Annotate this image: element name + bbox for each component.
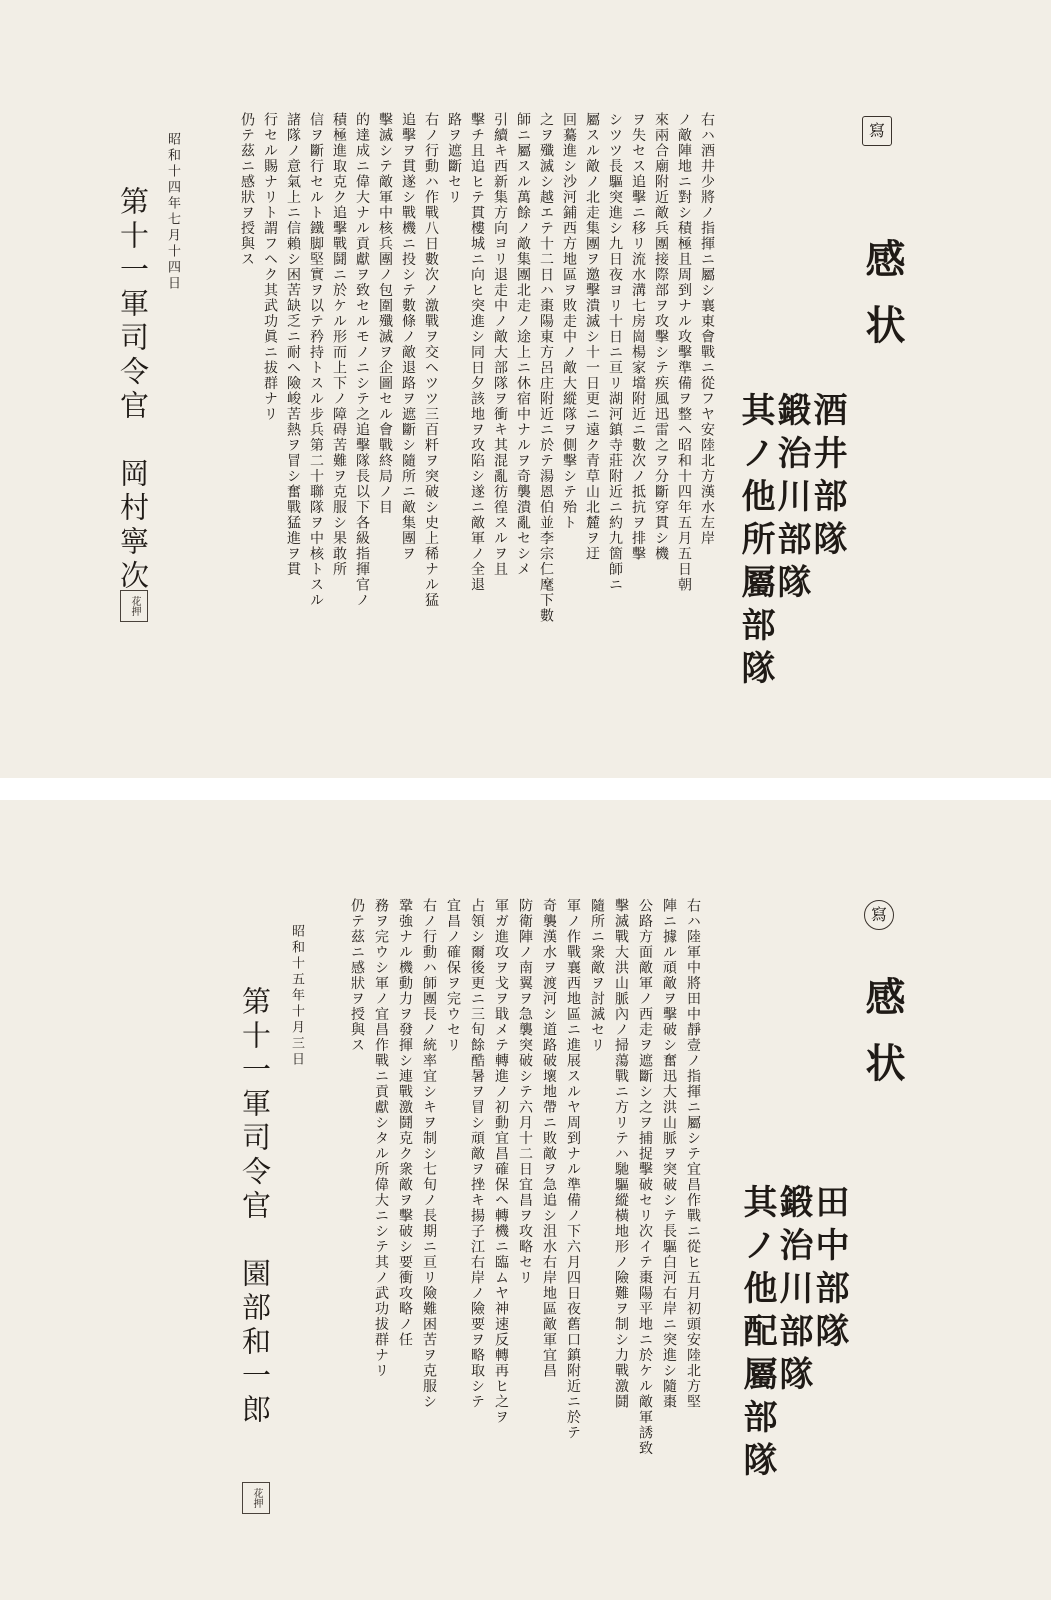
body-line: 鞏強ナル機動力ヲ發揮シ連戰激鬪克ク衆敵ヲ擊破シ要衝攻略ノ任 [397, 898, 413, 1348]
recipient-unit: 其ノ他配屬部隊 [737, 1184, 777, 1485]
body-line: 陣ニ據ル頑敵ヲ擊破シ奮迅大洪山脈ヲ突破シテ長驅白河右岸ニ突進シ隨棗 [661, 898, 677, 1410]
body-line: 奇襲漢水ヲ渡河シ道路破壞地帶ニ敗敵ヲ急追シ沮水右岸地區敵軍宜昌 [541, 898, 557, 1379]
citation-title: 感状 [859, 238, 906, 370]
issuer-signature: 第十一軍司令官 岡村寧次 [116, 186, 150, 594]
body-line: 務ヲ完ウシ軍ノ宜昌作戰ニ貢獻シタル所偉大ニシテ其ノ武功拔群ナリ [373, 898, 389, 1379]
body-line: ノ敵陣地ニ對シ積極且周到ナル攻擊準備ヲ整ヘ昭和十四年五月五日朝 [676, 112, 692, 593]
kao-seal: 花押 [242, 1482, 270, 1514]
body-line: 追擊ヲ貫遂シ戰機ニ投シテ數條ノ敵退路ヲ遮斷シ隨所ニ敵集團ヲ [400, 112, 416, 562]
citation-sheet-1 [0, 0, 1051, 778]
body-line: 引續キ西新集方向ヨリ退走中ノ敵大部隊ヲ衝キ其混亂彷徨スルヲ且 [492, 112, 508, 577]
body-line: 路ヲ遮斷セリ [446, 112, 462, 205]
recipient-unit: 鍛治川部隊 [773, 1184, 813, 1399]
body-line: 仍テ茲ニ感狀ヲ授與ス [349, 898, 365, 1053]
body-line: 右ハ酒井少將ノ指揮ニ屬シ襄東會戰ニ從フヤ安陸北方漢水左岸 [699, 112, 715, 546]
copy-stamp: 寫 [864, 900, 894, 930]
body-line: 隨所ニ衆敵ヲ討滅セリ [589, 898, 605, 1053]
body-line: 的達成ニ偉大ナル貢獻ヲ致セルモノニシテ之追擊隊長以下各級指揮官ノ [354, 112, 370, 608]
body-line: 軍ガ進攻ヲ戈ヲ戢メテ轉進ノ初動宜昌確保ヘ轉機ニ臨ムヤ神速反轉再ヒ之ヲ [493, 898, 509, 1425]
issuer-signature: 第十一軍司令官 園部和一郎 [238, 986, 272, 1428]
body-line: 公路方面敵軍ノ西走ヲ遮斷シ之ヲ捕捉擊破セリ次イテ棗陽平地ニ於ケル敵軍誘致 [637, 898, 653, 1456]
body-line: 之ヲ殲滅シ越エテ十二日ハ棗陽東方呂庄附近ニ於テ湯恩伯並李宗仁麾下數 [538, 112, 554, 624]
recipient-unit: 鍛治川部隊 [771, 392, 811, 607]
recipient-unit: 酒井部隊 [807, 392, 847, 564]
citation-sheet-2 [0, 800, 1051, 1600]
body-line: 右ノ行動ハ師團長ノ統率宜シキヲ制シ七旬ノ長期ニ亘リ險難困苦ヲ克服シ [421, 898, 437, 1410]
citation-title: 感状 [859, 976, 906, 1108]
body-line: シツツ長驅突進シ九日夜ヨリ十日ニ亘リ湖河鎮寺莊附近ニ約九箇師ニ [607, 112, 623, 593]
body-line: 右ノ行動ハ作戰八日數次ノ激戰ヲ交ヘツツ三百粁ヲ突破シ史上稀ナル猛 [423, 112, 439, 608]
body-line: 積極進取克ク追擊戰鬪ニ於ケル形而上下ノ障碍苦難ヲ克服シ果敢所 [331, 112, 347, 577]
body-line: 師ニ屬スル萬餘ノ敵集團北走ノ途上ニ休宿中ナルヲ奇襲潰亂セシメ [515, 112, 531, 577]
body-line: 諸隊ノ意氣上ニ信賴シ困苦缺乏ニ耐ヘ險峻苦熱ヲ冒シ奮戰猛進ヲ貫 [285, 112, 301, 577]
body-line: 仍テ茲ニ感狀ヲ授與ス [239, 112, 255, 267]
issue-date: 昭和十四年七月十四日 [165, 132, 180, 292]
body-line: 行セル賜ナリト謂フヘク其武功眞ニ拔群ナリ [262, 112, 278, 422]
body-line: 來兩合廟附近敵兵團接際部ヲ攻擊シテ疾風迅雷之ヲ分斷穿貫シ機 [653, 112, 669, 562]
body-line: 防衛陣ノ南翼ヲ急襲突破シテ六月十二日宜昌ヲ攻略セリ [517, 898, 533, 1286]
body-line: 回驀進シ沙河鋪西方地區ヲ敗走中ノ敵大縱隊ヲ側擊シテ殆ト [561, 112, 577, 531]
body-line: 占領シ爾後更ニ三旬餘酷暑ヲ冒シ頑敵ヲ挫キ揚子江右岸ノ險要ヲ略取シテ [469, 898, 485, 1410]
body-line: 擊チ且追ヒテ貫樓城ニ向ヒ突進シ同日夕該地ヲ攻陷シ遂ニ敵軍ノ全退 [469, 112, 485, 593]
copy-stamp: 寫 [862, 116, 892, 146]
body-line: 擊滅戰大洪山脈內ノ掃蕩戰ニ方リテハ馳驅縱橫地形ノ險難ヲ制シ力戰激鬪 [613, 898, 629, 1410]
body-line: 信ヲ斷行セルト鐵脚堅實ヲ以テ矜持トスル步兵第二十聯隊ヲ中核トスル [308, 112, 324, 608]
body-line: 擊滅シテ敵軍中核兵團ノ包圍殲滅ヲ企圖セル會戰終局ノ目 [377, 112, 393, 515]
issue-date: 昭和十五年十月三日 [289, 924, 304, 1068]
kao-seal: 花押 [120, 590, 148, 622]
body-line: 軍ノ作戰襄西地區ニ進展スルヤ周到ナル準備ノ下六月四日夜舊口鎮附近ニ於テ [565, 898, 581, 1441]
body-line: ヲ失セス追擊ニ移リ流水溝七房崗楊家壋附近ニ數次ノ抵抗ヲ排擊 [630, 112, 646, 562]
body-line: 宜昌ノ確保ヲ完ウセリ [445, 898, 461, 1053]
recipient-unit: 其ノ他所屬部隊 [735, 392, 775, 693]
body-line: 屬スル敵ノ北走集團ヲ邀擊潰滅シ十一日更ニ遠ク青草山北麓ヲ迂 [584, 112, 600, 562]
body-line: 右ハ陸軍中將田中靜壹ノ指揮ニ屬シテ宜昌作戰ニ從ヒ五月初頭安陸北方堅 [685, 898, 701, 1410]
recipient-unit: 田中部隊 [809, 1184, 849, 1356]
